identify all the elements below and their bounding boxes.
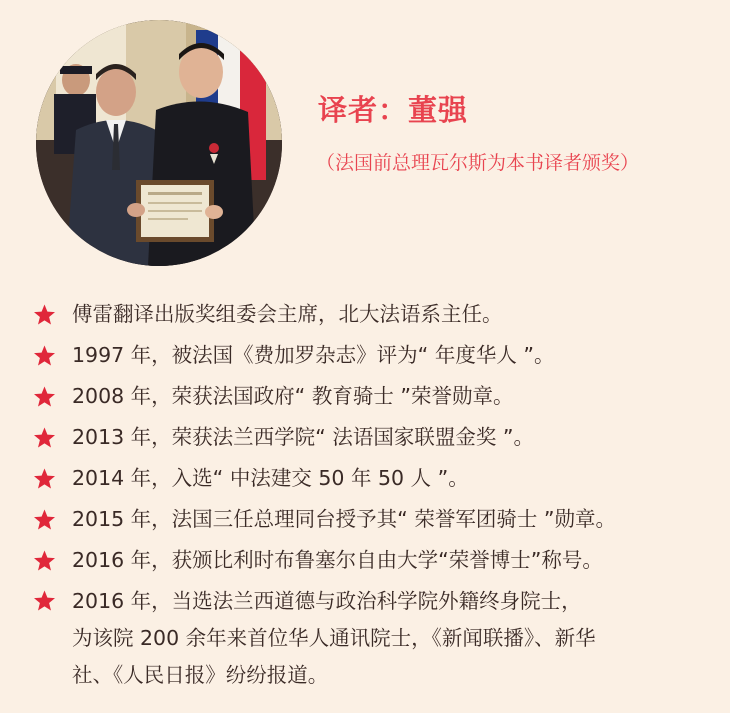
- list-item-text: 2013 年，荣获法兰西学院“ 法语国家联盟金奖 ”。: [72, 425, 534, 449]
- list-item: [32, 417, 712, 458]
- star-icon: [32, 344, 57, 368]
- list-item: [32, 458, 712, 499]
- list-item: [32, 499, 712, 540]
- list-item-text-line: 社、《人民日报》纷纷报道。: [72, 663, 329, 687]
- list-item-text-line: 为该院 200 余年来首位华人通讯院士，《新闻联播》、新华: [72, 626, 596, 650]
- list-item-text: 傅雷翻译出版奖组委会主席，北大法语系主任。: [72, 302, 503, 326]
- star-icon: [32, 467, 57, 491]
- list-item: [32, 540, 712, 581]
- translator-title: 译者：董强: [318, 93, 469, 127]
- star-icon: [32, 508, 57, 532]
- list-item: [32, 581, 712, 694]
- photo-illustration: [36, 20, 282, 266]
- list-item-text: 1997 年，被法国《费加罗杂志》评为“ 年度华人 ”。: [72, 343, 555, 367]
- list-item-text-line: 2016 年，当选法兰西道德与政治科学院外籍终身院士，: [72, 589, 582, 613]
- list-item: [32, 335, 712, 376]
- star-icon: [32, 385, 57, 409]
- list-item-text: 2014 年，入选“ 中法建交 50 年 50 人 ”。: [72, 466, 469, 490]
- star-icon: [32, 303, 57, 327]
- list-item-text: 2016 年，获颁比利时布鲁塞尔自由大学“荣誉博士”称号。: [72, 548, 603, 572]
- photo-caption: （法国前总理瓦尔斯为本书译者颁奖）: [316, 152, 640, 174]
- achievement-list: [32, 294, 712, 694]
- award-ceremony-photo: [36, 20, 282, 266]
- star-icon: [32, 426, 57, 450]
- list-item-text: 2008 年，荣获法国政府“ 教育骑士 ”荣誉勋章。: [72, 384, 514, 408]
- list-item: [32, 294, 712, 335]
- list-item-text: 2015 年，法国三任总理同台授予其“ 荣誉军团骑士 ”勋章。: [72, 507, 616, 531]
- star-icon: [32, 589, 57, 613]
- star-icon: [32, 549, 57, 573]
- list-item: [32, 376, 712, 417]
